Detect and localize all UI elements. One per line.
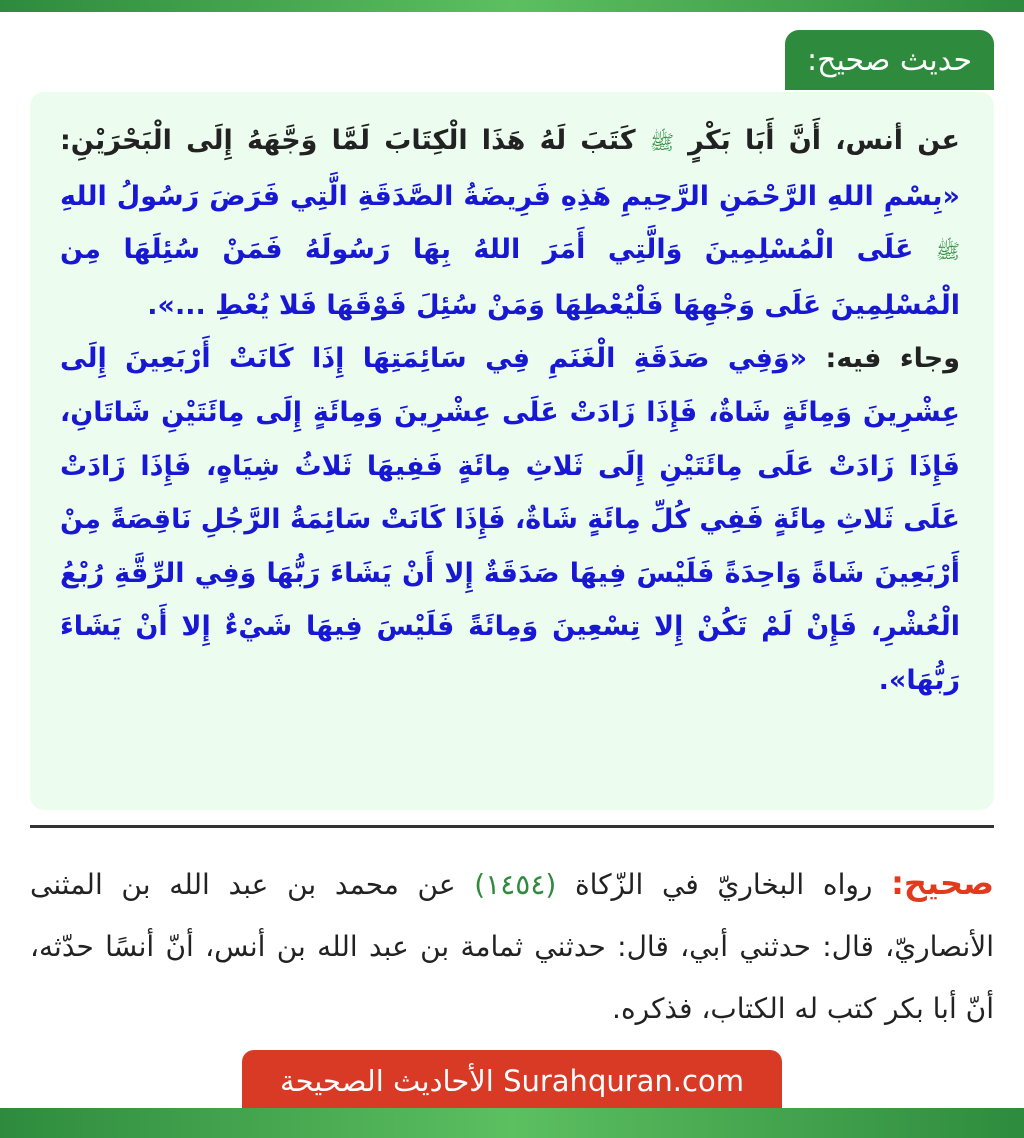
source-reference-number: (١٤٥٤) — [474, 868, 557, 901]
site-brand-label[interactable]: الأحاديث الصحيحة Surahquran.com — [242, 1050, 782, 1108]
hadith-source-citation — [30, 852, 994, 1040]
hadith-quote-1b: عَلَى الْمُسْلِمِينَ وَالَّتِي أَمَرَ اللهُ بِهَا رَسُولَهُ فَمَنْ سُئِلَهَا مِن الْمُسْلِمِينَ عَلَى وَجْهِهَا فَلْيُعْطِهَا وَمَنْ سُئِلَ فَوْقَهَا فَلا يُعْطِ ...». — [60, 234, 960, 321]
hadith-text-box — [30, 92, 994, 810]
source-grade-word: صحيح: — [891, 864, 994, 902]
hadith-grade-label: حديث صحيح: — [785, 30, 994, 90]
honorific-prophet-glyph: ﷺ — [935, 239, 960, 264]
section-divider — [30, 825, 994, 828]
top-decorative-bar — [0, 0, 1024, 12]
hadith-quote-2: «وَفِي صَدَقَةِ الْغَنَمِ فِي سَائِمَتِهَا إِذَا كَانَتْ أَرْبَعِينَ إِلَى عِشْرِينَ وَمِائَةٍ شَاةٌ، فَإِذَا زَادَتْ عَلَى عِشْرِينَ وَمِائَةٍ إِلَى مِائَتَيْنِ شَاتَانِ، فَإِذَا زَادَتْ عَلَى مِائَتَيْنِ إِلَى ثَلاثِ مِائَةٍ فَفِيهَا ثَلاثُ شِيَاهٍ، فَإِذَا زَادَتْ عَلَى ثَلاثِ مِائَةٍ فَفِي كُلِّ مِائَةٍ شَاةٌ، فَإِذَا كَانَتْ سَائِمَةُ الرَّجُلِ نَاقِصَةً مِنْ أَرْبَعِينَ شَاةً وَاحِدَةً فَلَيْسَ فِيهَا صَدَقَةٌ إِلا أَنْ يَشَاءَ رَبُّهَا وَفِي الرِّقَّةِ رُبْعُ الْعُشْرِ، فَإِنْ لَمْ تَكُنْ إِلا تِسْعِينَ وَمِائَةً فَلَيْسَ فِيهَا شَيْءٌ إِلا أَنْ يَشَاءَ رَبُّهَا». — [60, 343, 960, 696]
hadith-paragraph-2 — [60, 332, 960, 707]
hadith-intro-rest: كَتَبَ لَهُ هَذَا الْكِتَابَ لَمَّا وَجَّهَهُ إِلَى الْبَحْرَيْنِ: — [60, 125, 650, 156]
hadith-intro: عن أنس، أَنَّ أَبَا بَكْرٍ — [673, 125, 961, 156]
source-text-before: رواه البخاريّ في الزّكاة — [556, 868, 892, 901]
bottom-decorative-bar — [0, 1108, 1024, 1138]
source-text-after: عن محمد بن عبد الله بن المثنى الأنصاريّ، قال: حدثني أبي، قال: حدثني ثمامة بن عبد الله بن أنس، أنّ أنسًا حدّثه، أنّ أبا بكر كتب له الكتاب، فذكره. — [30, 868, 994, 1025]
hadith-paragraph-1 — [60, 114, 960, 332]
hadith-lead-2: وجاء فيه: — [807, 343, 961, 375]
hadith-quote-1a: «بِسْمِ اللهِ الرَّحْمَنِ الرَّحِيمِ هَذِهِ فَرِيضَةُ الصَّدَقَةِ الَّتِي فَرَضَ رَسُولُ اللهِ — [60, 180, 960, 212]
honorific-companion-glyph: ﷺ — [649, 130, 674, 154]
